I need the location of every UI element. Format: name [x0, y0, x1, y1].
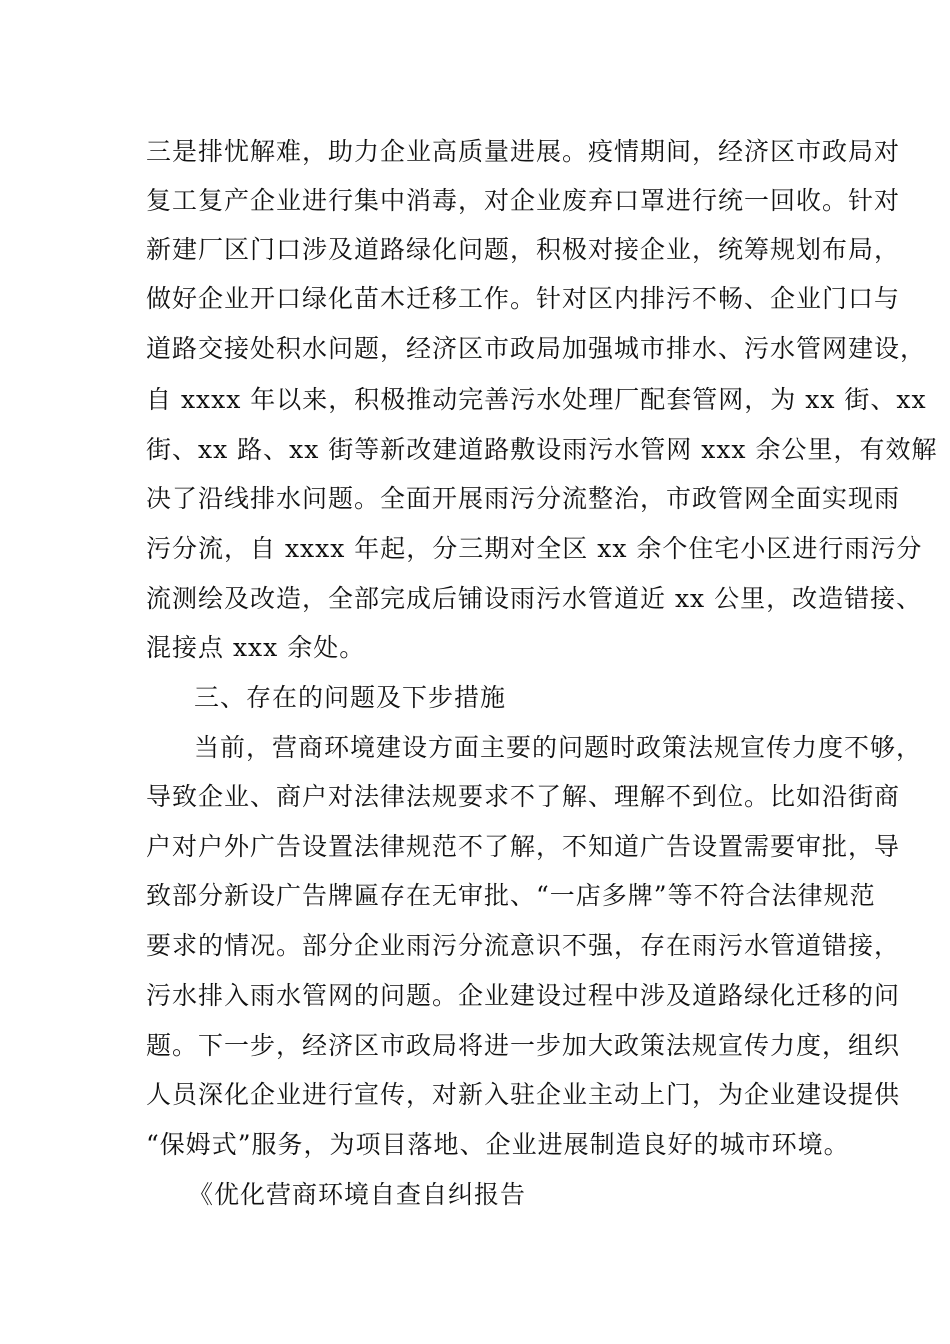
paragraph-line: 污分流，自 xxxx 年起，分三期对全区 xx 余个住宅小区进行雨污分 — [146, 534, 923, 563]
section-heading: 三、存在的问题及下步措施 — [194, 683, 507, 712]
paragraph-line: 三是排忧解难，助力企业高质量进展。疫情期间，经济区市政局对 — [146, 137, 901, 166]
paragraph-line: 污水排入雨水管网的问题。企业建设过程中涉及道路绿化迁移的问 — [146, 981, 901, 1010]
paragraph-line: 自 xxxx 年以来，积极推动完善污水处理厂配套管网，为 xx 街、xx — [146, 385, 927, 414]
paragraph-line: 要求的情况。部分企业雨污分流意识不强，存在雨污水管道错接， — [146, 931, 901, 960]
paragraph-line: 人员深化企业进行宣传，对新入驻企业主动上门，为企业建设提供 — [146, 1080, 901, 1109]
paragraph-line: 复工复产企业进行集中消毒，对企业废弃口罩进行统一回收。针对 — [146, 186, 901, 215]
paragraph-line: 做好企业开口绿化苗木迁移工作。针对区内排污不畅、企业门口与 — [146, 284, 901, 313]
paragraph-line: 街、xx 路、xx 街等新改建道路敷设雨污水管网 xxx 余公里，有效解 — [146, 435, 938, 464]
paragraph-line: “保姆式”服务，为项目落地、企业进展制造良好的城市环境。 — [146, 1130, 850, 1159]
paragraph-line: 新建厂区门口涉及道路绿化问题，积极对接企业，统筹规划布局， — [146, 235, 901, 264]
paragraph-line: 流测绘及改造，全部完成后铺设雨污水管道近 xx 公里，改造错接、 — [146, 584, 923, 613]
paragraph-line: 题。下一步，经济区市政局将进一步加大政策法规宣传力度，组织 — [146, 1031, 901, 1060]
paragraph-line: 当前，营商环境建设方面主要的问题时政策法规宣传力度不够， — [194, 733, 923, 762]
paragraph-line: 决了沿线排水问题。全面开展雨污分流整治，市政管网全面实现雨 — [146, 484, 901, 513]
paragraph-line: 户对户外广告设置法律规范不了解，不知道广告设置需要审批，导 — [146, 832, 901, 861]
paragraph-line: 混接点 xxx 余处。 — [146, 633, 366, 662]
paragraph-line: 道路交接处积水问题，经济区市政局加强城市排水、污水管网建设， — [146, 334, 927, 363]
document-title-reference: 《优化营商环境自查自纠报告 — [188, 1180, 527, 1209]
paragraph-line: 导致企业、商户对法律法规要求不了解、理解不到位。比如沿街商 — [146, 782, 901, 811]
paragraph-line: 致部分新设广告牌匾存在无审批、“一店多牌”等不符合法律规范 — [146, 881, 876, 910]
